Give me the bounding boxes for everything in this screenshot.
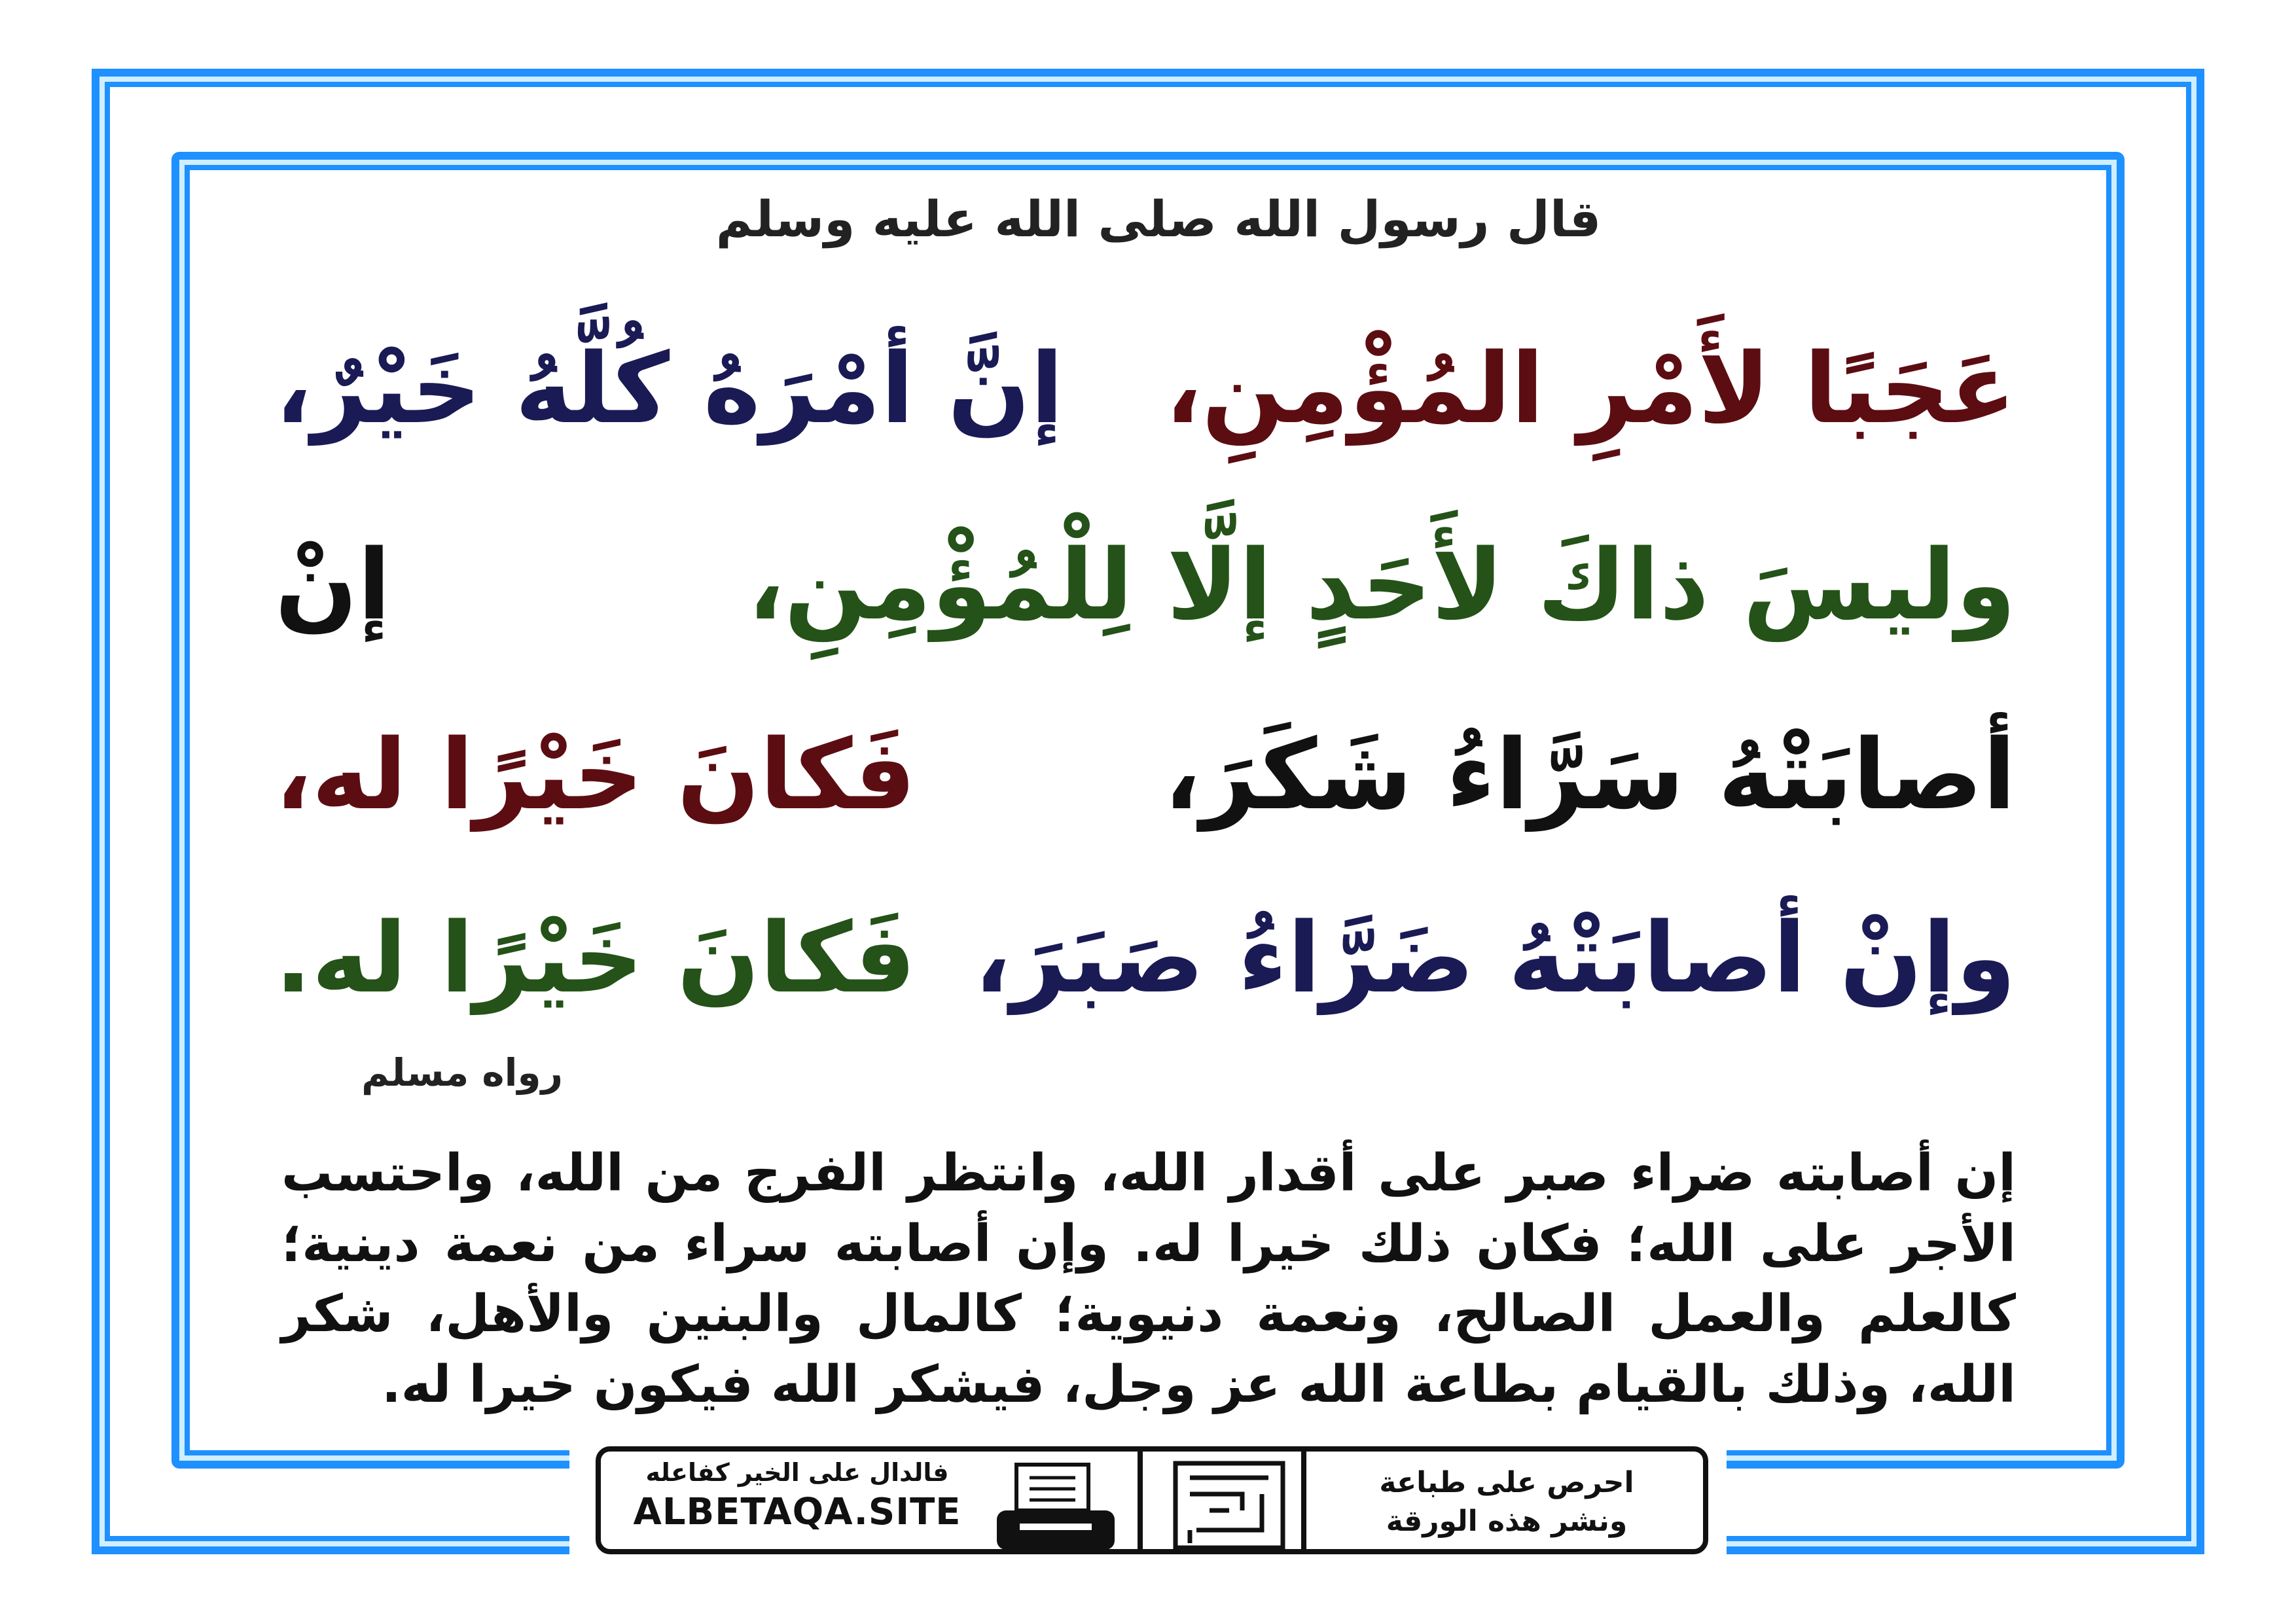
hadith-phrase: عَجَبًا لأَمْرِ المُؤْمِنِ،: [1164, 332, 2016, 445]
footer-call-line: ونشر هذه الورقة: [1386, 1505, 1628, 1539]
footer-site-block: [614, 1458, 980, 1533]
footer-site-link[interactable]: ALBETAQA.SITE: [633, 1491, 961, 1533]
hadith-phrase: وليسَ ذاكَ لأَحَدٍ إلَّا لِلْمُؤْمِنِ،: [747, 529, 2016, 641]
hadith-line-4: [275, 902, 2016, 1014]
hadith-line-1: [275, 332, 2016, 445]
hadith-phrase: أصابَتْهُ سَرَّاءُ شَكَرَ،: [1163, 719, 2016, 831]
hadith-line-2: [275, 529, 2016, 641]
explanation-text: إن أصابته ضراء صبر على أقدار الله، وانتظر الفرج من الله، واحتسب الأجر على الله؛ فكان ذلك خيرا له. وإن أصابته سراء من نعمة دينية؛ كالعلم والعمل الصالح، ونعمة دنيوية؛ كالمال والبنين والأهل، شكر الله، وذلك بالقيام بطاعة الله عز وجل، فيشكر الله فيكون خيرا له.: [281, 1144, 2016, 1414]
footer-call-line: احرص على طباعة: [1379, 1466, 1634, 1499]
footer-slogan: فالدال على الخير كفاعله: [645, 1458, 949, 1487]
hadith-source: رواه مسلم: [361, 1050, 563, 1095]
hadith-phrase: إنَّ أمْرَهُ كُلَّهُ خَيْرٌ،: [275, 332, 1064, 445]
hadith-phrase: وإنْ أصابَتْهُ ضَرَّاءُ صَبَرَ،: [974, 902, 2016, 1014]
footer-call-to-action: [1350, 1463, 1664, 1541]
printer-icon: [994, 1461, 1124, 1553]
footer-divider: [1138, 1452, 1143, 1549]
hadith-intro: قال رسول الله صلى الله عليه وسلم: [715, 190, 1602, 248]
hadith-phrase: فَكانَ خَيْرًا له.: [275, 902, 916, 1014]
footer-bar: [596, 1446, 1708, 1554]
footer-divider: [1301, 1452, 1306, 1549]
hadith-line-3: [275, 719, 2016, 831]
dawat-al-waraqa-logo-icon: [1170, 1458, 1288, 1553]
hadith-phrase: فَكانَ خَيْرًا له،: [275, 719, 916, 831]
hadith-phrase: إنْ: [275, 529, 391, 641]
